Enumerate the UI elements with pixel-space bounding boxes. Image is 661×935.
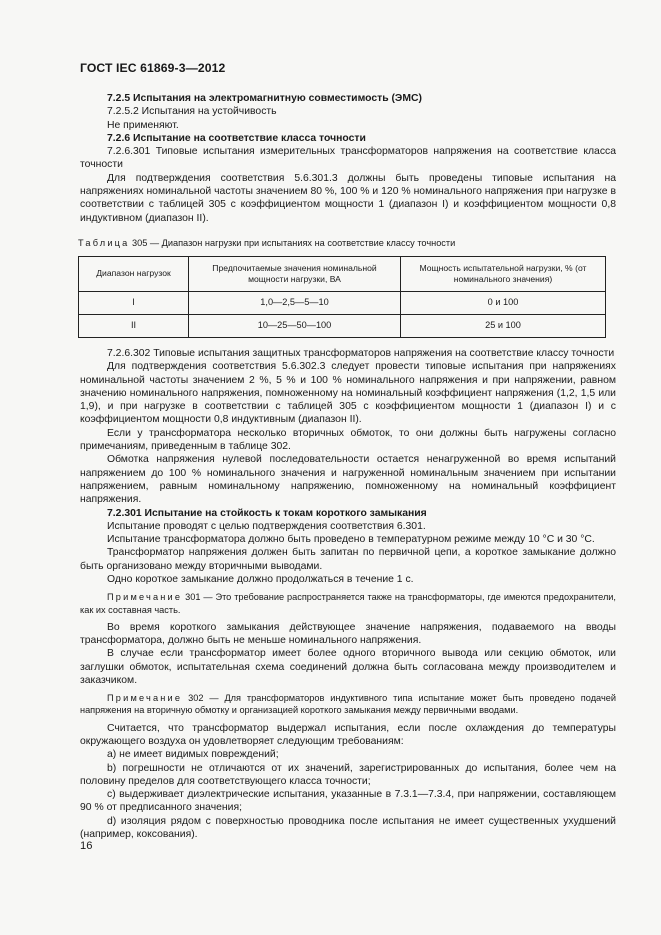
table-caption-label: Таблица: [78, 237, 130, 248]
paragraph: 7.2.5.2 Испытания на устойчивость: [107, 106, 277, 118]
table-header-cell: Диапазон нагрузок: [79, 256, 189, 291]
table-caption: [78, 237, 616, 249]
table-cell: 10—25—50—100: [189, 314, 401, 337]
paragraph: Испытание трансформатора должно быть проведено в температурном режиме между 10 °С и 30 °С.: [107, 534, 595, 546]
note: [80, 692, 616, 716]
list-item: a) не имеет видимых повреждений;: [107, 749, 279, 761]
standard-header: ГОСТ IEC 61869-3—2012: [80, 61, 226, 75]
table-cell: 25 и 100: [401, 314, 606, 337]
table-row: [79, 314, 606, 337]
list-item: d) изоляция рядом с поверхностью проводника после испытания не имеет существенных ухудшений (например, коксования).: [80, 815, 616, 840]
page-content: [80, 92, 616, 841]
section-heading: 7.2.5 Испытания на электромагнитную совместимость (ЭМС): [107, 93, 422, 104]
list-item: c) выдерживает диэлектрические испытания, указанные в 7.3.1—7.3.4, при напряжении, составляющем 90 % от предписанного значения;: [80, 789, 616, 814]
note: [80, 591, 616, 615]
table-caption-text: 305 — Диапазон нагрузки при испытаниях на соответствие классу точности: [132, 237, 456, 248]
page-number: 16: [80, 840, 93, 852]
note-label: Примечание: [107, 693, 183, 704]
note-label: Примечание: [107, 592, 183, 603]
paragraph: Испытание проводят с целью подтверждения соответствия 6.301.: [107, 520, 426, 532]
table-cell: 0 и 100: [401, 291, 606, 314]
paragraph: Если у трансформатора несколько вторичных обмоток, то они должны быть нагружены согласно примечаниям, приведенным в таблице 302.: [80, 427, 616, 453]
paragraph: Считается, что трансформатор выдержал испытания, если после охлаждения до температуры окружающего воздуха он удовлетворяет следующим требованиям:: [80, 722, 616, 747]
paragraph: Для подтверждения соответствия 5.6.301.3 должны быть проведены типовые испытания на напряжениях номинальной частоты значением 80 %, 100 % и 120 % номинального напряжения при нагрузке в соответствии с таблицей 305 с коэффициентом мощности 1 (диапазон I) и коэффициентом мощности 0,8 индуктивном (диапазон II).: [80, 172, 616, 224]
table-header-cell: Предпочитаемые значения номинальной мощности нагрузки, ВА: [189, 256, 401, 291]
paragraph: Не применяют.: [107, 119, 179, 131]
note-text: 302 — Для трансформаторов индуктивного типа испытание может быть проведено подачей напряжения на вторичную обмотку и организацией короткого замыкания между первичными вводами.: [80, 693, 616, 716]
paragraph: Одно короткое замыкание должно продолжаться в течение 1 с.: [107, 574, 414, 586]
note-text: 301 — Это требование распространяется также на трансформаторы, где имеются предохранители, как их составная часть.: [80, 592, 616, 615]
paragraph: 7.2.6.301 Типовые испытания измерительных трансформаторов напряжения на соответствие класса точности: [80, 146, 616, 171]
table-header-cell: Мощность испытательной нагрузки, % (от номинального значения): [401, 256, 606, 291]
table-header-row: [79, 256, 606, 291]
section-heading: 7.2.301 Испытание на стойкость к токам короткого замыкания: [107, 507, 427, 519]
table-row: [79, 291, 606, 314]
paragraph: 7.2.6.302 Типовые испытания защитных трансформаторов напряжения на соответствие классу точности: [107, 347, 615, 359]
paragraph: Обмотка напряжения нулевой последовательности остается ненагруженной во время испытаний напряжением до 100 % номинального значения и нагруженной номинальным значением при испытании напряжением, равным номинальному напряжению, помноженному на номинальный коэффициент напряжения.: [80, 454, 616, 506]
paragraph: Во время короткого замыкания действующее значение напряжения, подаваемого на вводы трансформатора, должно быть не меньше номинального напряжения.: [80, 621, 616, 647]
paragraph: В случае если трансформатор имеет более одного вторичного вывода или секцию обмоток, или заглушки обмоток, испытательная схема соединений должна быть согласована между производителем и заказчиком.: [80, 648, 616, 686]
list-item: b) погрешности не отличаются от их значений, зарегистрированных до испытания, более чем на половину пределов для соответствующего класса точности;: [80, 762, 616, 787]
table-cell: 1,0—2,5—5—10: [189, 291, 401, 314]
table-cell: II: [79, 314, 189, 337]
paragraph: Для подтверждения соответствия 5.6.302.3 следует провести типовые испытания при напряжениях номинальной частоты значением 2 %, 5 % и 100 % номинального напряжения и при напряжении, равном значению номинального напряжения, помноженному на номинальный коэффициент напряжения (1,2, 1,5 или 1,9), и при нагрузке в соответствии с таблицей 305 с коэффициентом мощности 1 (диапазон I) и с коэффициентом мощности 0,8 индуктивным (диапазон II).: [80, 361, 616, 426]
table-cell: I: [79, 291, 189, 314]
paragraph: Трансформатор напряжения должен быть запитан по первичной цепи, а короткое замыкание должно быть организовано между вторичными выводами.: [80, 547, 616, 572]
load-range-table: [78, 256, 606, 338]
section-heading: 7.2.6 Испытание на соответствие класса точности: [107, 132, 366, 144]
